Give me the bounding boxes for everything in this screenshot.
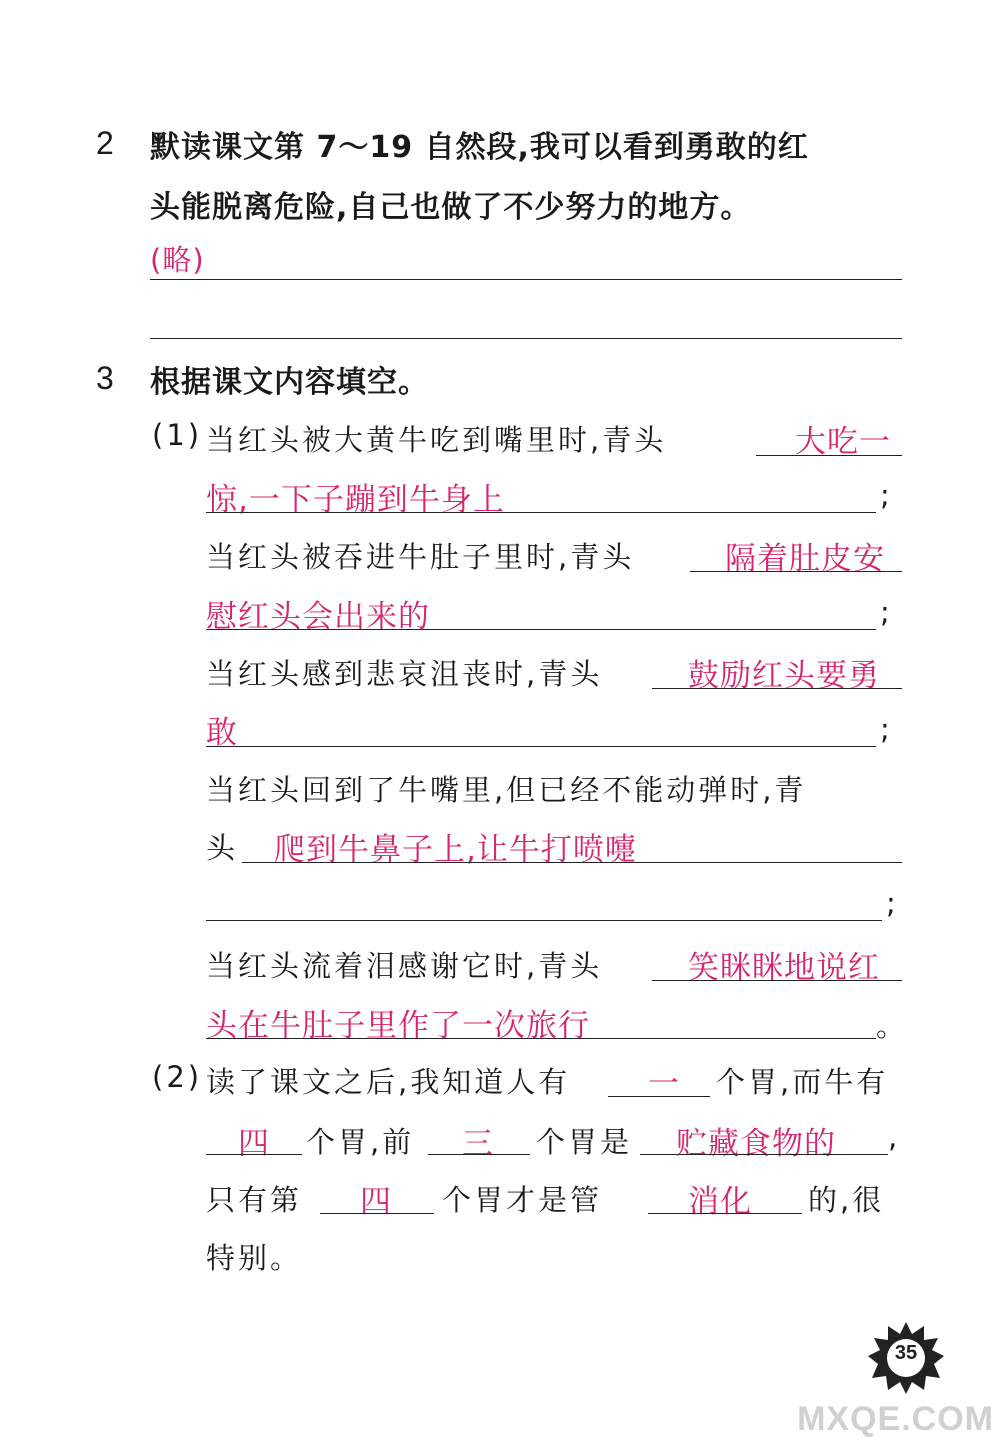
answer-line [206,920,882,921]
part-1-sentence-4: 当红头回到了牛嘴里,但已经不能动弹时,青 [206,773,807,807]
answer-line [690,571,902,572]
part-1-answer-5a: 笑眯眯地说红 [688,950,880,986]
comma: , [888,1120,901,1154]
part-2-text-5: 只有第 [206,1183,303,1217]
answer-line [206,746,876,747]
answer-line [428,1154,530,1155]
semicolon: ; [880,712,893,746]
part-1-sentence-3: 当红头感到悲哀沮丧时,青头 [206,657,603,691]
part-1-sentence-2: 当红头被吞进牛肚子里时,青头 [206,540,635,574]
question-3-number: 3 [96,360,114,396]
part-2-text-7: 的,很 [808,1183,885,1217]
page-number: 35 [894,1342,918,1364]
semicolon: ; [886,886,899,920]
question-2-prompt-line1: 默读课文第 7～19 自然段,我可以看到勇敢的红 [150,130,809,165]
part-1-answer-2b: 慰红头会出来的 [206,599,430,635]
part-1-prefix: (1) [152,418,203,452]
part-2-answer-1: 一 [648,1066,680,1102]
question-2-answer: (略) [150,243,205,277]
answer-line [320,1213,434,1214]
answer-line [608,1096,710,1097]
part-2-text-8: 特别。 [206,1241,303,1275]
part-1-answer-5b: 头在牛肚子里作了一次旅行 [206,1008,590,1044]
answer-line [242,862,902,863]
answer-line [206,629,876,630]
part-2-answer-5: 四 [360,1184,392,1220]
part-2-prefix: (2) [152,1060,203,1094]
part-2-text-2: 个胃,而牛有 [716,1065,889,1099]
answer-line [756,455,902,456]
period: 。 [876,1009,909,1043]
part-1-answer-3b: 敢 [206,715,238,751]
part-2-answer-3: 三 [462,1126,494,1162]
question-2-prompt-line2: 头能脱离危险,自己也做了不少努力的地方。 [150,190,752,225]
answer-line [150,279,902,280]
part-1-answer-2a: 隔着肚皮安 [725,541,885,577]
part-2-text-3: 个胃,前 [306,1125,415,1159]
semicolon: ; [880,478,893,512]
part-2-text-1: 读了课文之后,我知道人有 [206,1065,571,1099]
answer-line [206,1154,302,1155]
part-2-text-4: 个胃是 [536,1125,633,1159]
answer-line [652,688,902,689]
part-1-answer-1a: 大吃一 [795,424,891,460]
part-1-answer-3a: 鼓励红头要勇 [688,658,880,694]
answer-line [648,1213,802,1214]
answer-line [150,338,902,339]
answer-line [206,512,876,513]
part-1-sentence-4-cont: 头 [206,831,239,865]
part-2-answer-4: 贮藏食物的 [676,1126,836,1162]
semicolon: ; [880,595,893,629]
watermark: MXQE.COM [797,1400,994,1438]
part-1-answer-1b: 惊,一下子蹦到牛身上 [206,482,505,518]
part-1-answer-4: 爬到牛鼻子上,让牛打喷嚏 [274,832,637,868]
part-2-answer-6: 消化 [688,1184,752,1220]
answer-line [206,1038,876,1039]
part-2-answer-2: 四 [238,1126,270,1162]
answer-line [652,980,902,981]
part-2-text-6: 个胃才是管 [442,1183,603,1217]
answer-line [640,1154,888,1155]
question-2-number: 2 [96,125,114,161]
part-1-sentence-1: 当红头被大黄牛吃到嘴里时,青头 [206,423,667,457]
question-3-title: 根据课文内容填空。 [150,365,429,400]
part-1-sentence-5: 当红头流着泪感谢它时,青头 [206,949,603,983]
